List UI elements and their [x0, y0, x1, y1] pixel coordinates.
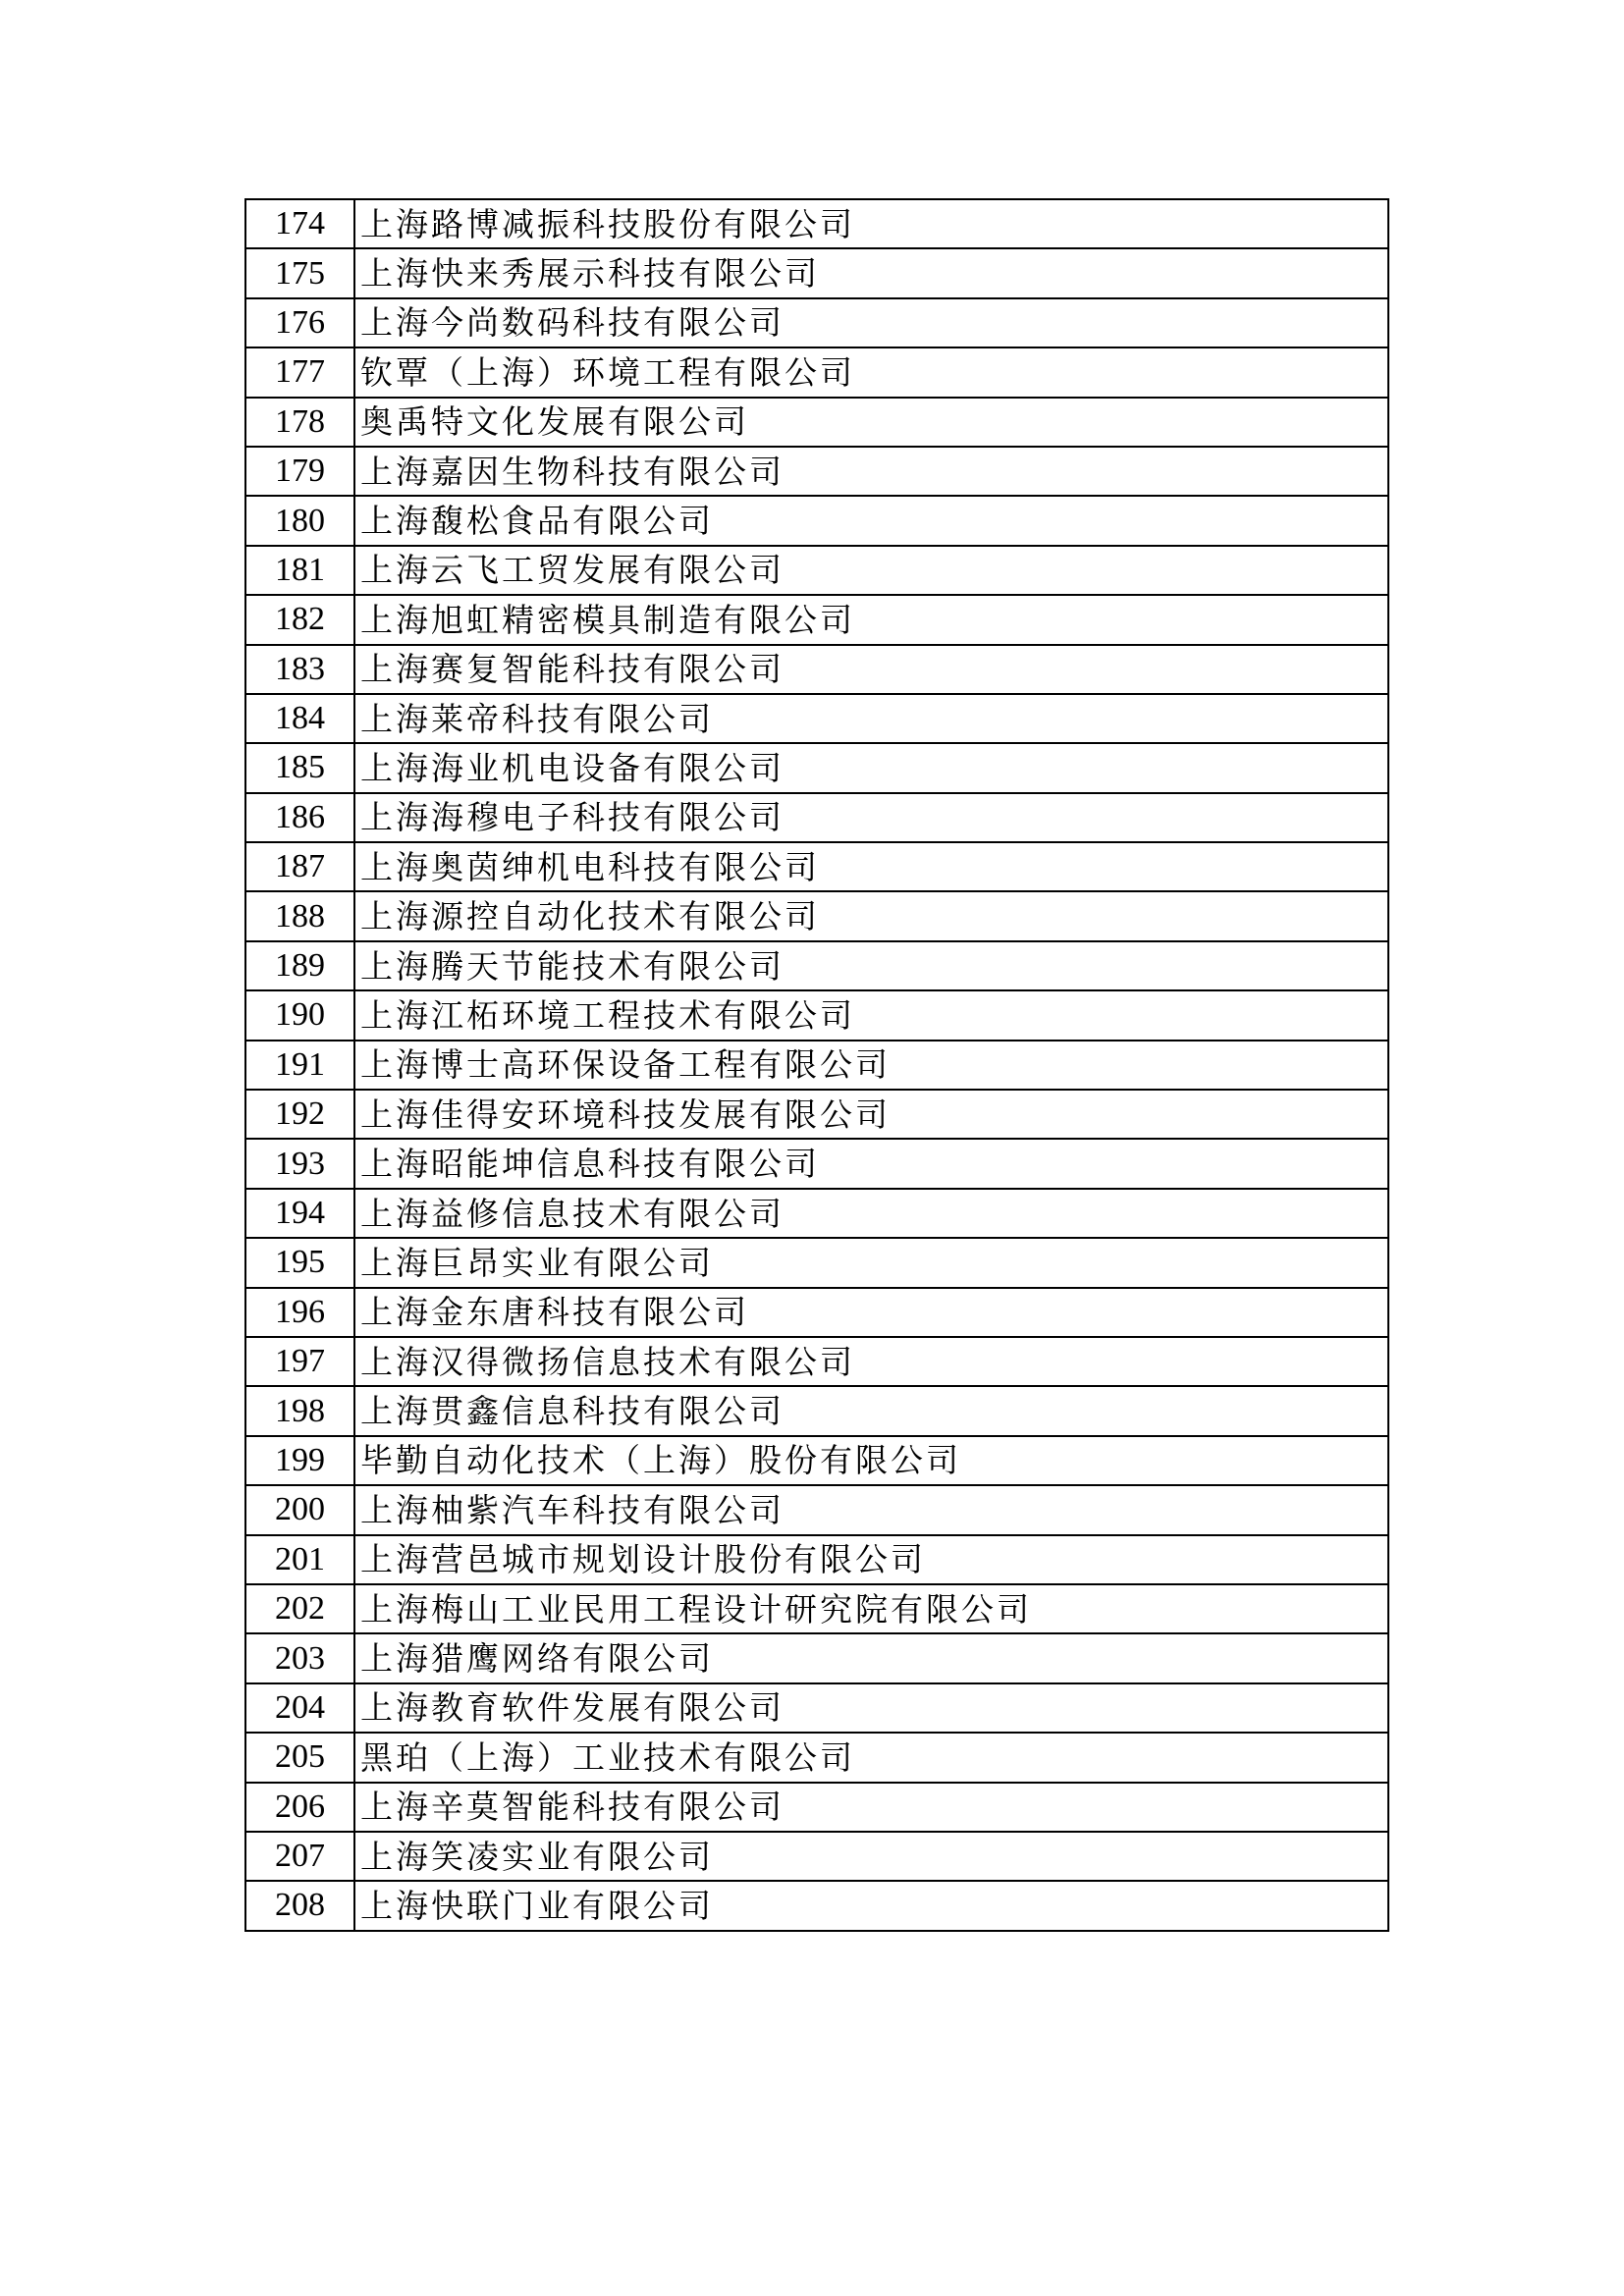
row-number: 194: [245, 1189, 354, 1238]
table-row: [245, 398, 1388, 447]
company-name: 上海贯鑫信息科技有限公司: [354, 1386, 1388, 1435]
company-name: 钦覃（上海）环境工程有限公司: [354, 347, 1388, 397]
company-name: 上海江柘环境工程技术有限公司: [354, 990, 1388, 1040]
table-row: [245, 1090, 1388, 1139]
table-row: [245, 891, 1388, 940]
row-number: 204: [245, 1683, 354, 1733]
table-row: [245, 1337, 1388, 1386]
company-name: 上海今尚数码科技有限公司: [354, 298, 1388, 347]
row-number: 193: [245, 1139, 354, 1188]
row-number: 205: [245, 1733, 354, 1782]
company-name: 上海馥松食品有限公司: [354, 496, 1388, 545]
table-row: [245, 1238, 1388, 1287]
company-name: 上海旭虹精密模具制造有限公司: [354, 595, 1388, 644]
company-name: 上海辛莫智能科技有限公司: [354, 1783, 1388, 1832]
table-row: [245, 793, 1388, 842]
row-number: 190: [245, 990, 354, 1040]
row-number: 182: [245, 595, 354, 644]
company-name: 上海路博减振科技股份有限公司: [354, 199, 1388, 248]
company-name: 上海营邑城市规划设计股份有限公司: [354, 1535, 1388, 1584]
row-number: 176: [245, 298, 354, 347]
table-row: [245, 199, 1388, 248]
table-row: [245, 1535, 1388, 1584]
row-number: 207: [245, 1832, 354, 1881]
company-name: 奥禹特文化发展有限公司: [354, 398, 1388, 447]
row-number: 201: [245, 1535, 354, 1584]
table-row: [245, 496, 1388, 545]
table-row: [245, 595, 1388, 644]
company-name: 上海汉得微扬信息技术有限公司: [354, 1337, 1388, 1386]
table-row: [245, 1832, 1388, 1881]
row-number: 188: [245, 891, 354, 940]
company-name: 上海云飞工贸发展有限公司: [354, 546, 1388, 595]
company-name: 上海海穆电子科技有限公司: [354, 793, 1388, 842]
table-row: [245, 1189, 1388, 1238]
table-row: [245, 1139, 1388, 1188]
row-number: 189: [245, 941, 354, 990]
row-number: 191: [245, 1041, 354, 1090]
table-row: [245, 1288, 1388, 1337]
row-number: 185: [245, 743, 354, 792]
company-name: 黑珀（上海）工业技术有限公司: [354, 1733, 1388, 1782]
row-number: 175: [245, 248, 354, 297]
table-row: [245, 1783, 1388, 1832]
row-number: 174: [245, 199, 354, 248]
company-name: 上海猎鹰网络有限公司: [354, 1633, 1388, 1682]
row-number: 203: [245, 1633, 354, 1682]
row-number: 177: [245, 347, 354, 397]
company-name: 上海莱帝科技有限公司: [354, 694, 1388, 743]
table-row: [245, 694, 1388, 743]
row-number: 184: [245, 694, 354, 743]
table-row: [245, 1485, 1388, 1534]
table-row: [245, 1683, 1388, 1733]
company-name: 上海海业机电设备有限公司: [354, 743, 1388, 792]
table-row: [245, 1041, 1388, 1090]
company-name: 上海昭能坤信息科技有限公司: [354, 1139, 1388, 1188]
row-number: 179: [245, 447, 354, 496]
row-number: 200: [245, 1485, 354, 1534]
table-row: [245, 1436, 1388, 1485]
table-row: [245, 1584, 1388, 1633]
row-number: 187: [245, 842, 354, 891]
company-name: 上海益修信息技术有限公司: [354, 1189, 1388, 1238]
row-number: 195: [245, 1238, 354, 1287]
company-name: 上海博士高环保设备工程有限公司: [354, 1041, 1388, 1090]
company-name: 毕勤自动化技术（上海）股份有限公司: [354, 1436, 1388, 1485]
company-name: 上海佳得安环境科技发展有限公司: [354, 1090, 1388, 1139]
table-row: [245, 743, 1388, 792]
row-number: 206: [245, 1783, 354, 1832]
table-row: [245, 941, 1388, 990]
table-row: [245, 645, 1388, 694]
row-number: 180: [245, 496, 354, 545]
company-list-table: [244, 198, 1389, 1932]
row-number: 199: [245, 1436, 354, 1485]
row-number: 183: [245, 645, 354, 694]
company-name: 上海赛复智能科技有限公司: [354, 645, 1388, 694]
table-row: [245, 248, 1388, 297]
table-row: [245, 842, 1388, 891]
row-number: 196: [245, 1288, 354, 1337]
company-name: 上海柚紫汽车科技有限公司: [354, 1485, 1388, 1534]
row-number: 178: [245, 398, 354, 447]
row-number: 192: [245, 1090, 354, 1139]
company-name: 上海快来秀展示科技有限公司: [354, 248, 1388, 297]
table-row: [245, 546, 1388, 595]
company-name: 上海源控自动化技术有限公司: [354, 891, 1388, 940]
row-number: 208: [245, 1881, 354, 1930]
row-number: 202: [245, 1584, 354, 1633]
table-row: [245, 298, 1388, 347]
row-number: 181: [245, 546, 354, 595]
table-row: [245, 990, 1388, 1040]
table-row: [245, 347, 1388, 397]
table-row: [245, 447, 1388, 496]
table-row: [245, 1386, 1388, 1435]
company-name: 上海梅山工业民用工程设计研究院有限公司: [354, 1584, 1388, 1633]
company-name: 上海笑凌实业有限公司: [354, 1832, 1388, 1881]
table-row: [245, 1881, 1388, 1930]
row-number: 198: [245, 1386, 354, 1435]
company-name: 上海教育软件发展有限公司: [354, 1683, 1388, 1733]
company-name: 上海巨昂实业有限公司: [354, 1238, 1388, 1287]
company-name: 上海金东唐科技有限公司: [354, 1288, 1388, 1337]
company-list-body: [245, 199, 1388, 1931]
company-name: 上海快联门业有限公司: [354, 1881, 1388, 1930]
company-name: 上海奥茵绅机电科技有限公司: [354, 842, 1388, 891]
row-number: 186: [245, 793, 354, 842]
company-name: 上海腾天节能技术有限公司: [354, 941, 1388, 990]
table-row: [245, 1733, 1388, 1782]
table-row: [245, 1633, 1388, 1682]
row-number: 197: [245, 1337, 354, 1386]
company-name: 上海嘉因生物科技有限公司: [354, 447, 1388, 496]
